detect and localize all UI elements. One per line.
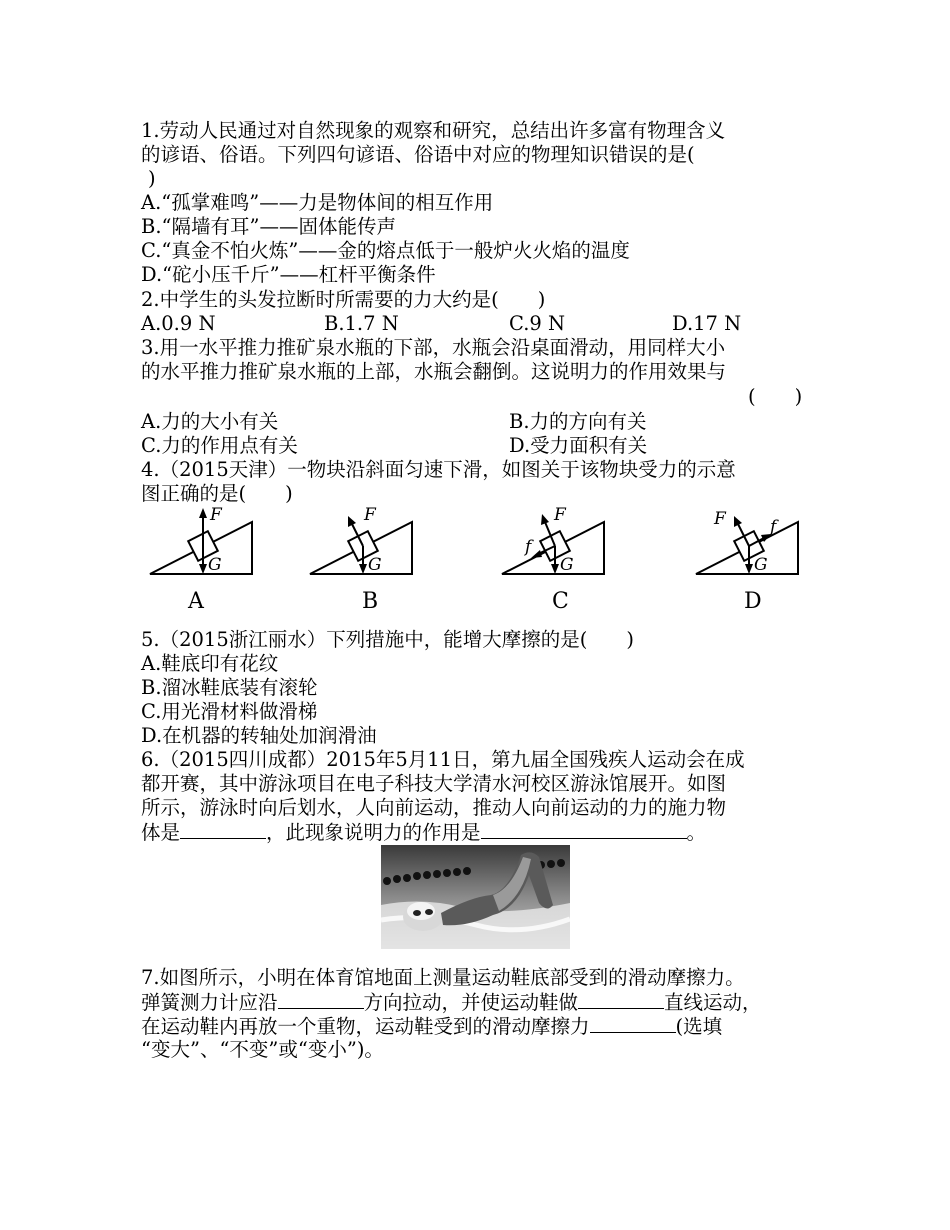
q6-text-c: 。 (686, 821, 707, 844)
q1-stem-line2: 的谚语、俗语。下列四句谚语、俗语中对应的物理知识错误的是( (141, 143, 695, 166)
q6-stem-line1: 6.（2015四川成都）2015年5月11日，第九届全国残疾人运动会在成 (141, 748, 745, 771)
q1-stem-line1: 1.劳动人民通过对自然现象的观察和研究，总结出许多富有物理含义 (141, 119, 726, 142)
q3-stem-line1: 3.用一水平推力推矿泉水瓶的下部，水瓶会沿桌面滑动，用同样大小 (141, 336, 726, 359)
q3-option-a: A.力的大小有关 (141, 410, 279, 433)
q3-stem-paren: ( ) (748, 385, 803, 408)
q4-fig-a-letter: A (188, 589, 204, 614)
q4-fig-b-label-g: G (368, 555, 382, 575)
q4-fig-a-label-f: F (210, 505, 222, 525)
q1-option-c: C.“真金不怕火炼”——金的熔点低于一般炉火火焰的温度 (141, 239, 630, 262)
q4-fig-c-label-friction: f (525, 537, 532, 557)
q1-stem-paren: ) (148, 167, 156, 190)
q5-option-d: D.在机器的转轴处加润滑油 (141, 724, 377, 747)
q7-text-b: 方向拉动，并使运动鞋做 (363, 991, 579, 1014)
q4-fig-b-label-f: F (364, 505, 376, 525)
q4-fig-c-label-g: G (560, 555, 574, 575)
q4-stem-line1: 4.（2015天津）一物块沿斜面匀速下滑，如图关于该物块受力的示意 (141, 458, 736, 481)
q4-stem-line2: 图正确的是( ) (141, 482, 293, 505)
q6-stem-line4 (141, 820, 706, 845)
q7-blank-1[interactable] (278, 990, 364, 1009)
q4-fig-d-label-g: G (754, 555, 768, 575)
q6-text-b: ，此现象说明力的作用是 (266, 821, 481, 844)
q3-option-b: B.力的方向有关 (509, 410, 647, 433)
q6-stem-line2: 都开赛，其中游泳项目在电子科技大学清水河校区游泳馆展开。如图 (141, 772, 727, 795)
q4-fig-d-letter: D (744, 589, 762, 614)
q4-fig-d-label-f: F (714, 509, 726, 529)
q5-option-c: C.用光滑材料做滑梯 (141, 700, 318, 723)
q2-option-b: B.1.7 N (324, 312, 399, 335)
q4-fig-d-label-friction: f (770, 517, 777, 537)
q3-option-d: D.受力面积有关 (509, 434, 648, 457)
q6-stem-line3: 所示，游泳时向后划水，人向前运动，推动人向前运动的力的施力物 (141, 796, 727, 819)
q7-stem-line4: “变大”、“不变”或“变小”)。 (141, 1038, 384, 1061)
q1-option-a: A.“孤掌难鸣”——力是物体间的相互作用 (141, 191, 494, 214)
q4-fig-c-letter: C (552, 589, 569, 614)
q7-stem-line1: 7.如图所示，小明在体育馆地面上测量运动鞋底部受到的滑动摩擦力。 (141, 966, 745, 989)
q7-stem-line3 (141, 1014, 722, 1039)
q4-fig-a-label-g: G (208, 555, 222, 575)
swimmer-photo (381, 845, 570, 949)
q4-figure-b (308, 500, 420, 618)
q2-option-d: D.17 N (672, 312, 742, 335)
q5-option-a: A.鞋底印有花纹 (141, 652, 279, 675)
q1-option-b: B.“隔墙有耳”——固体能传声 (141, 215, 396, 238)
q6-blank-1[interactable] (180, 820, 266, 839)
q3-option-c: C.力的作用点有关 (141, 434, 298, 457)
q7-stem-line2 (141, 990, 762, 1015)
q2-stem: 2.中学生的头发拉断时所需要的力大约是( ) (141, 288, 546, 311)
q4-figure-c (500, 500, 612, 618)
q4-fig-b-letter: B (362, 589, 379, 614)
q4-figure-a (148, 500, 260, 618)
q7-blank-2[interactable] (578, 990, 664, 1009)
q2-option-a: A.0.9 N (141, 312, 216, 335)
q6-blank-2[interactable] (481, 820, 687, 839)
q7-text-c: 直线运动， (664, 991, 762, 1014)
q2-option-c: C.9 N (509, 312, 566, 335)
q1-option-d: D.“砣小压千斤”——杠杆平衡条件 (141, 263, 436, 286)
q5-stem: 5.（2015浙江丽水）下列措施中，能增大摩擦的是( ) (141, 628, 634, 651)
q7-text-e: (选填 (675, 1015, 723, 1038)
q4-figure-d (694, 500, 806, 618)
q5-option-b: B.溜冰鞋底装有滚轮 (141, 676, 318, 699)
q3-stem-line2: 的水平推力推矿泉水瓶的上部，水瓶会翻倒。这说明力的作用效果与 (141, 360, 727, 383)
q7-text-d: 在运动鞋内再放一个重物，运动鞋受到的滑动摩擦力 (141, 1015, 590, 1038)
q7-blank-3[interactable] (590, 1014, 676, 1033)
q6-text-a: 体是 (141, 821, 181, 844)
q4-fig-c-label-f: F (554, 505, 566, 525)
q7-text-a: 弹簧测力计应沿 (141, 991, 278, 1014)
